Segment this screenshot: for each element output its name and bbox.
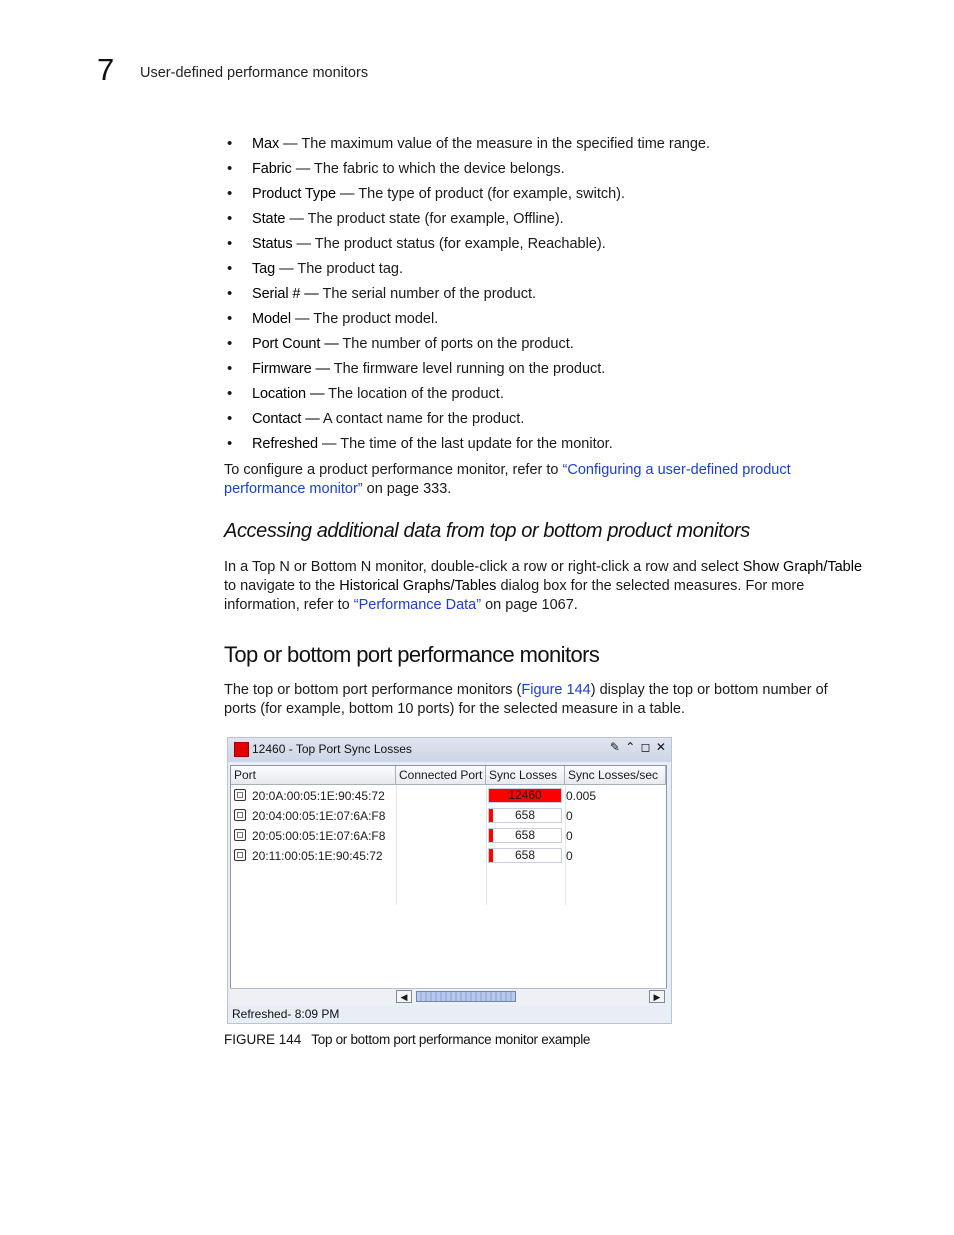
port-icon <box>234 809 246 821</box>
figure-link[interactable]: Figure 144 <box>521 682 591 698</box>
sync-losses-cell <box>488 788 562 803</box>
sync-losses-value: 12460 <box>508 788 542 802</box>
para-text: ) display the top or bottom number of <box>590 682 828 698</box>
field-term: State <box>252 211 286 227</box>
bullet-icon: • <box>227 335 233 352</box>
field-term: Refreshed <box>252 436 318 452</box>
field-term: Model <box>252 311 291 327</box>
sync-losses-value: 658 <box>514 828 536 842</box>
para-text: on page 1067. <box>481 597 578 613</box>
section-heading: Top or bottom port performance monitors <box>224 642 600 667</box>
list-item <box>224 158 710 183</box>
figure-number: FIGURE 144 <box>224 1032 302 1047</box>
bullet-icon: • <box>227 285 233 302</box>
field-term: Location — <box>252 386 325 402</box>
bullet-icon: • <box>227 235 233 252</box>
field-description: The firmware level running on the product. <box>329 361 606 377</box>
sync-losses-cell <box>488 808 562 823</box>
list-item <box>224 383 710 408</box>
horizontal-scrollbar[interactable] <box>230 988 667 1005</box>
port-monitor-paragraph <box>224 681 884 719</box>
bullet-icon: • <box>227 310 233 327</box>
table-row[interactable] <box>231 786 666 806</box>
field-description: — The maximum value of the measure in the specified time range. <box>279 136 711 152</box>
sync-losses-bar <box>489 829 493 842</box>
column-header-sync-losses[interactable]: Sync Losses <box>486 766 565 785</box>
monitor-window <box>227 737 672 1024</box>
scroll-thumb[interactable] <box>416 991 516 1002</box>
sync-losses-value: 658 <box>514 808 536 822</box>
port-cell <box>234 789 385 803</box>
scroll-left-icon[interactable]: ◀ <box>396 990 412 1003</box>
monitor-table <box>230 765 667 1002</box>
port-value: 20:05:00:05:1E:07:6A:F8 <box>252 829 386 843</box>
sync-losses-bar <box>489 809 493 822</box>
figure-caption-text: Top or bottom port performance monitor example <box>311 1032 591 1047</box>
sync-losses-cell <box>488 848 562 863</box>
table-row[interactable] <box>231 806 666 826</box>
list-item <box>224 133 710 158</box>
running-header: User-defined performance monitors <box>140 65 369 81</box>
ui-term: Historical Graphs/Tables <box>339 578 497 594</box>
configure-link[interactable]: “Configuring a user-defined product <box>562 462 791 478</box>
field-description: — The product tag. <box>275 261 403 277</box>
field-term: Status <box>252 236 293 252</box>
field-description: — The time of the last update for the monitor. <box>318 436 613 452</box>
window-controls-icon[interactable]: ✎ ⌃ ◻ ✕ <box>609 740 667 754</box>
field-term: Firmware — <box>252 361 330 377</box>
para-text: on page 333. <box>362 481 452 497</box>
field-term: Fabric <box>252 161 292 177</box>
bullet-icon: • <box>227 260 233 277</box>
port-cell <box>234 849 383 863</box>
para-text: information, refer to <box>224 597 354 613</box>
port-value: 20:11:00:05:1E:90:45:72 <box>252 849 383 863</box>
para-text: to navigate to the <box>224 578 340 594</box>
bullet-icon: • <box>227 135 233 152</box>
list-item <box>224 308 710 333</box>
bullet-icon: • <box>227 185 233 202</box>
field-term: Tag <box>252 261 276 277</box>
para-text: dialog box for the selected measures. For more <box>496 578 805 594</box>
field-description: — The fabric to which the device belongs. <box>291 161 565 177</box>
sync-losses-rate: 0 <box>566 809 573 823</box>
field-term: Serial # — <box>252 286 319 302</box>
field-term: Port Count — <box>252 336 339 352</box>
list-item <box>224 433 710 458</box>
monitor-titlebar <box>228 738 671 762</box>
monitor-title: 12460 - Top Port Sync Losses <box>252 742 412 756</box>
column-header-sync-losses-sec[interactable]: Sync Losses/sec <box>565 766 666 785</box>
sync-losses-cell <box>488 828 562 843</box>
port-icon <box>234 829 246 841</box>
refreshed-status: Refreshed- 8:09 PM <box>232 1007 340 1021</box>
figure-caption <box>224 1032 590 1047</box>
para-text: ports (for example, bottom 10 ports) for the selected measure in a table. <box>224 701 686 717</box>
sync-losses-rate: 0.005 <box>566 789 597 803</box>
subheading: Accessing additional data from top or bottom product monitors <box>224 520 750 542</box>
field-list <box>224 133 710 458</box>
para-text: In a Top N or Bottom N monitor, double-click a row or right-click a row and select <box>224 559 743 575</box>
bullet-icon: • <box>227 410 233 427</box>
bullet-icon: • <box>227 435 233 452</box>
field-term: Max <box>252 136 280 152</box>
sync-losses-rate: 0 <box>566 849 573 863</box>
list-item <box>224 408 710 433</box>
ui-term: Show Graph/Table <box>742 559 863 575</box>
para-text: The top or bottom port performance monitors ( <box>224 682 522 698</box>
field-term: Product Type <box>252 186 336 202</box>
para-text: To configure a product performance monitor, refer to <box>224 462 563 478</box>
table-row[interactable] <box>231 846 666 866</box>
status-square-icon <box>234 742 249 757</box>
performance-data-link[interactable]: “Performance Data” <box>353 597 482 613</box>
port-cell <box>234 809 385 823</box>
list-item <box>224 258 710 283</box>
port-icon <box>234 789 246 801</box>
chapter-number: 7 <box>97 52 115 87</box>
field-description: — The product status (for example, Reachable). <box>292 236 606 252</box>
sync-losses-rate: 0 <box>566 829 573 843</box>
bullet-icon: • <box>227 385 233 402</box>
list-item <box>224 208 710 233</box>
configure-paragraph <box>224 461 884 499</box>
configure-link-cont[interactable]: performance monitor” <box>224 481 363 497</box>
sync-losses-value: 658 <box>514 848 536 862</box>
port-value: 20:0A:00:05:1E:90:45:72 <box>252 789 385 803</box>
field-description: — The product model. <box>291 311 439 327</box>
column-header-connected-port[interactable]: Connected Port <box>396 766 486 785</box>
field-description: — The product state (for example, Offline). <box>285 211 564 227</box>
list-item <box>224 333 710 358</box>
field-description: A contact name for the product. <box>319 411 525 427</box>
list-item <box>224 233 710 258</box>
port-cell <box>234 829 385 843</box>
scroll-right-icon[interactable]: ▶ <box>649 990 665 1003</box>
field-term: Contact — <box>252 411 320 427</box>
bullet-icon: • <box>227 210 233 227</box>
port-icon <box>234 849 246 861</box>
port-value: 20:04:00:05:1E:07:6A:F8 <box>252 809 386 823</box>
field-description: The location of the product. <box>324 386 504 402</box>
list-item <box>224 358 710 383</box>
list-item <box>224 283 710 308</box>
bullet-icon: • <box>227 360 233 377</box>
sync-losses-bar <box>489 849 493 862</box>
field-description: — The type of product (for example, switch). <box>335 186 626 202</box>
bullet-icon: • <box>227 160 233 177</box>
column-header-port[interactable]: Port <box>231 766 396 785</box>
field-description: The serial number of the product. <box>318 286 537 302</box>
list-item <box>224 183 710 208</box>
access-paragraph <box>224 558 884 615</box>
field-description: The number of ports on the product. <box>338 336 574 352</box>
table-row[interactable] <box>231 826 666 846</box>
